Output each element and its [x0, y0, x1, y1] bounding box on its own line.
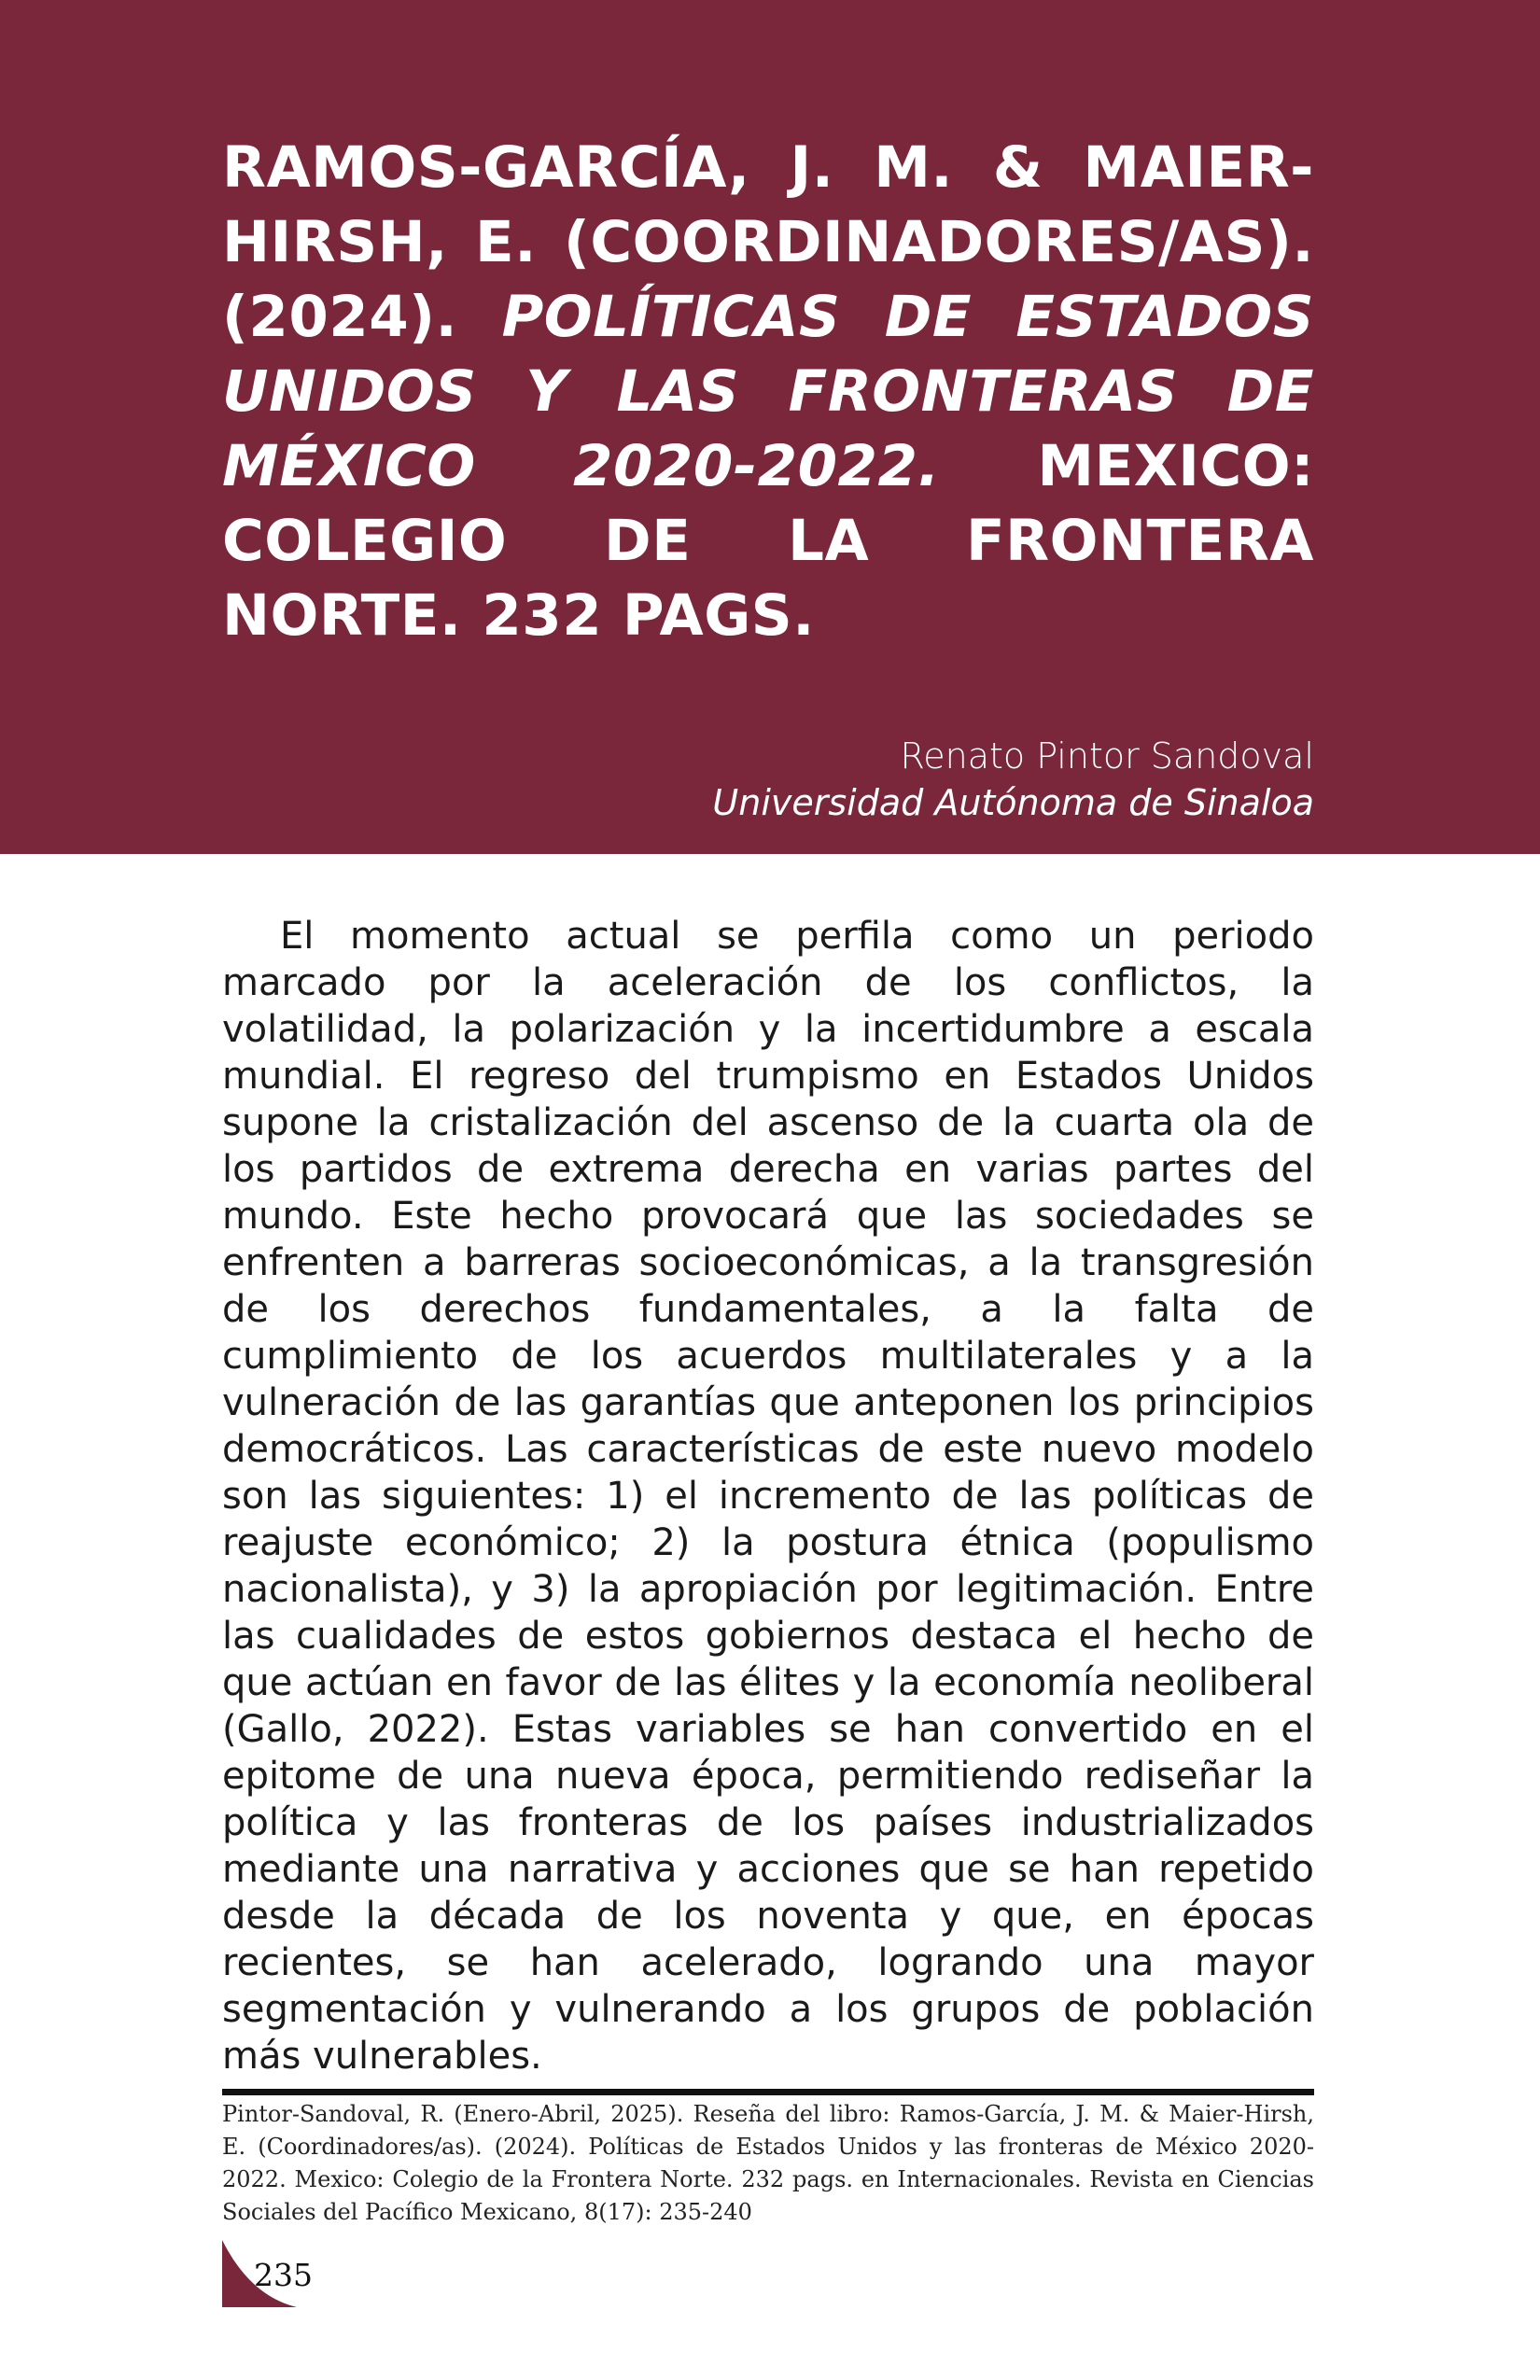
author-affiliation: Universidad Autónoma de Sinaloa: [712, 782, 1314, 823]
page-number: 235: [254, 2257, 313, 2293]
citation-text: Pintor-Sandoval, R. (Enero-Abril, 2025). Reseña del libro: Ramos-García, J. M. & Maier-Hirsh, E. (Coordinadores/as). (2024). Políticas de Estados Unidos y las fronteras de México 2020-2022. Mexico: Colegio de la Frontera Norte. 232 pags. en Internacionales. Revista en Ciencias Sociales del Pacífico Mexicano, 8(17): 235-240: [222, 2101, 1314, 2225]
footer-rule: [222, 2089, 1314, 2095]
body-paragraph: El momento actual se perfila como un periodo marcado por la aceleración de los conflictos, la volatilidad, la polarización y la incertidumbre a escala mundial. El regreso del trumpismo en Estados Unidos supone la cristalización del ascenso de la cuarta ola de los partidos de extrema derecha en varias partes del mundo. Este hecho provocará que las sociedades se enfrenten a barreras socioeconómicas, a la transgresión de los derechos fundamentales, a la falta de cumplimiento de los acuerdos multilaterales y a la vulneración de las garantías que anteponen los principios democráticos. Las características de este nuevo modelo son las siguientes: 1) el incremento de las políticas de reajuste económico; 2) la postura étnica (populismo nacionalista), y 3) la apropiación por legitimación. Entre las cualidades de estos gobiernos destaca el hecho de que actúan en favor de las élites y la economía neoliberal (Gallo, 2022). Estas variables se han convertido en el epitome de una nueva época, permitiendo rediseñar la política y las fronteras de los países industrializados mediante una narrativa y acciones que se han repetido desde la década de los noventa y que, en épocas recientes, se han acelerado, logrando una mayor segmentación y vulnerando a los grupos de población más vulnerables.: [222, 915, 1314, 2078]
title-publisher: MEXICO: COLEGIO DE LA FRONTERA NORTE. 232 PAGS.: [222, 433, 1315, 649]
title-book-name: POLÍTICAS DE ESTADOS UNIDOS Y LAS FRONTERAS DE MÉXICO 2020-2022.: [222, 284, 1315, 499]
article-title: [222, 131, 1314, 653]
title-authors: RAMOS-GARCÍA, J. M. & MAIER-HIRSH, E. (COORDINADORES/AS). (2024).: [222, 134, 1314, 350]
author-name: Renato Pintor Sandoval: [900, 735, 1314, 777]
author-block: [712, 733, 1314, 826]
